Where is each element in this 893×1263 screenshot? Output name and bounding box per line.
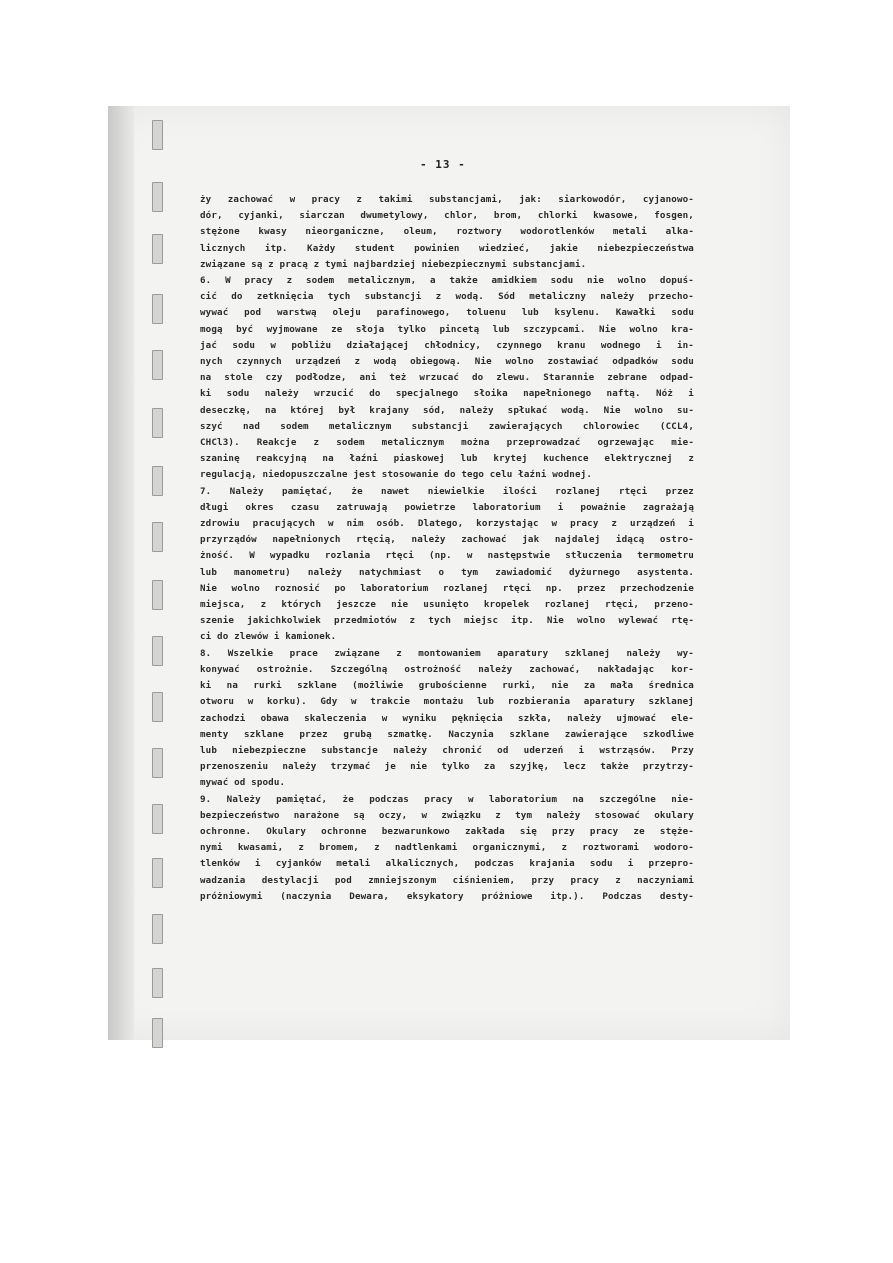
text-line: lub niebezpieczne substancje należy chronić od uderzeń i wstrząsów. Przy: [200, 744, 694, 756]
text-line: ochronne. Okulary ochronne bezwarunkowo zakłada się przy pracy ze stęże-: [200, 825, 694, 837]
text-line: nych czynnych urządzeń z wodą obiegową. Nie wolno zostawiać odpadków sodu: [200, 356, 694, 368]
page-number: - 13 -: [420, 158, 466, 171]
binding-hole: [152, 636, 163, 666]
binding-hole: [152, 692, 163, 722]
binding-hole: [152, 294, 163, 324]
text-line: zachodzi obawa skaleczenia w wyniku pęknięcia szkła, należy ujmować ele-: [200, 712, 694, 724]
binding-hole: [152, 1018, 163, 1048]
binding-hole: [152, 748, 163, 778]
binding-hole: [152, 182, 163, 212]
text-line: dór, cyjanki, siarczan dwumetylowy, chlor, brom, chlorki kwasowe, fosgen,: [200, 210, 694, 222]
text-line: CHCl3). Reakcje z sodem metalicznym można przeprowadzać ogrzewając mie-: [200, 437, 694, 449]
text-line: na stole czy podłodze, ani też wrzucać do zlewu. Starannie zebrane odpad-: [200, 372, 694, 384]
text-line: jać sodu w pobliżu działającej chłodnicy, czynnego kranu wodnego i in-: [200, 339, 694, 351]
text-line: żność. W wypadku rozlania rtęci (np. w następstwie stłuczenia termometru: [200, 550, 694, 562]
text-line: związane są z pracą z tymi najbardziej niebezpiecznymi substancjami.: [200, 258, 587, 270]
binding-hole: [152, 858, 163, 888]
text-line: wadzania destylacji pod zmniejszonym ciśnieniem, przy pracy z naczyniami: [200, 874, 694, 886]
text-line: 6. W pracy z sodem metalicznym, a także amidkiem sodu nie wolno dopuś-: [200, 275, 694, 287]
binding-hole: [152, 968, 163, 998]
binding-hole: [152, 466, 163, 496]
text-line: 9. Należy pamiętać, że podczas pracy w laboratorium na szczególne nie-: [200, 793, 694, 805]
text-line: miejsca, z których jeszcze nie usunięto kropelek rozlanej rtęci, przeno-: [200, 599, 694, 611]
text-line: lub manometru) należy natychmiast o tym zawiadomić dyżurnego asystenta.: [200, 566, 694, 578]
text-line: 8. Wszelkie prace związane z montowaniem aparatury szklanej należy wy-: [200, 647, 694, 659]
binding-hole: [152, 350, 163, 380]
text-line: cić do zetknięcia tych substancji z wodą. Sód metaliczny należy przecho-: [200, 291, 694, 303]
scanned-page: [108, 106, 790, 1040]
text-line: przenoszeniu należy trzymać je nie tylko za szyjkę, lecz także przytrzy-: [200, 761, 694, 773]
text-line: próżniowymi (naczynia Dewara, eksykatory próżniowe itp.). Podczas desty-: [200, 890, 694, 902]
text-line: długi okres czasu zatruwają powietrze laboratorium i poważnie zagrażają: [200, 501, 694, 513]
text-line: konywać ostrożnie. Szczególną ostrożność należy zachować, nakładając kor-: [200, 663, 694, 675]
binding-hole: [152, 914, 163, 944]
text-line: otworu w korku). Gdy w trakcie montażu lub rozbierania aparatury szklanej: [200, 696, 694, 708]
text-line: deseczkę, na której był krajany sód, należy spłukać wodą. Nie wolno su-: [200, 404, 694, 416]
text-line: Nie wolno roznosić po laboratorium rozlanej rtęci np. przez przechodzenie: [200, 582, 694, 594]
binding-strip: [108, 106, 134, 1040]
text-line: ki sodu należy wrzucić do specjalnego słoika napełnionego naftą. Nóż i: [200, 388, 694, 400]
text-line: stężone kwasy nieorganiczne, oleum, roztwory wodorotlenków metali alka-: [200, 226, 694, 238]
text-line: zdrowiu pracujących w nim osób. Dlatego, korzystając w pracy z urządzeń i: [200, 518, 694, 530]
text-line: nymi kwasami, z bromem, z nadtlenkami organicznymi, z roztworami wodoro-: [200, 842, 694, 854]
text-line: mywać od spodu.: [200, 777, 286, 789]
text-line: regulacją, niedopuszczalne jest stosowanie do tego celu łaźni wodnej.: [200, 469, 593, 481]
text-line: ci do zlewów i kamionek.: [200, 631, 337, 643]
text-line: bezpieczeństwo narażone są oczy, w związku z tym należy stosować okulary: [200, 809, 694, 821]
binding-hole: [152, 804, 163, 834]
binding-hole: [152, 120, 163, 150]
text-line: 7. Należy pamiętać, że nawet niewielkie ilości rozlanej rtęci przez: [200, 485, 694, 497]
binding-hole: [152, 408, 163, 438]
text-line: ży zachować w pracy z takimi substancjami, jak: siarkowodór, cyjanowo-: [200, 194, 694, 205]
text-line: szenie jakichkolwiek przedmiotów z tych miejsc itp. Nie wolno wylewać rtę-: [200, 615, 694, 627]
text-line: tlenków i cyjanków metali alkalicznych, podczas krajania sodu i przepro-: [200, 858, 694, 870]
text-line: przyrządów napełnionych rtęcią, należy zachować jak najdalej idącą ostro-: [200, 534, 694, 546]
text-line: mogą być wyjmowane ze słoja tylko pincetą lub szczypcami. Nie wolno kra-: [200, 323, 694, 335]
binding-hole: [152, 522, 163, 552]
text-line: szaninę reakcyjną na łaźni piaskowej lub krytej kuchence elektrycznej z: [200, 453, 694, 465]
text-line: wywać pod warstwą oleju parafinowego, toluenu lub ksylenu. Kawałki sodu: [200, 307, 694, 319]
binding-hole: [152, 580, 163, 610]
text-line: licznych itp. Każdy student powinien wiedzieć, jakie niebezpieczeństwa: [200, 242, 694, 254]
text-line: menty szklane przez grubą szmatkę. Naczynia szklane zawierające szkodliwe: [200, 728, 694, 740]
binding-hole: [152, 234, 163, 264]
body-text: [200, 192, 694, 905]
text-line: szyć nad sodem metalicznym substancji zawierających chlorowiec (CCL4,: [200, 420, 694, 432]
text-line: ki na rurki szklane (możliwie grubościenne rurki, nie za mała średnica: [200, 680, 694, 692]
